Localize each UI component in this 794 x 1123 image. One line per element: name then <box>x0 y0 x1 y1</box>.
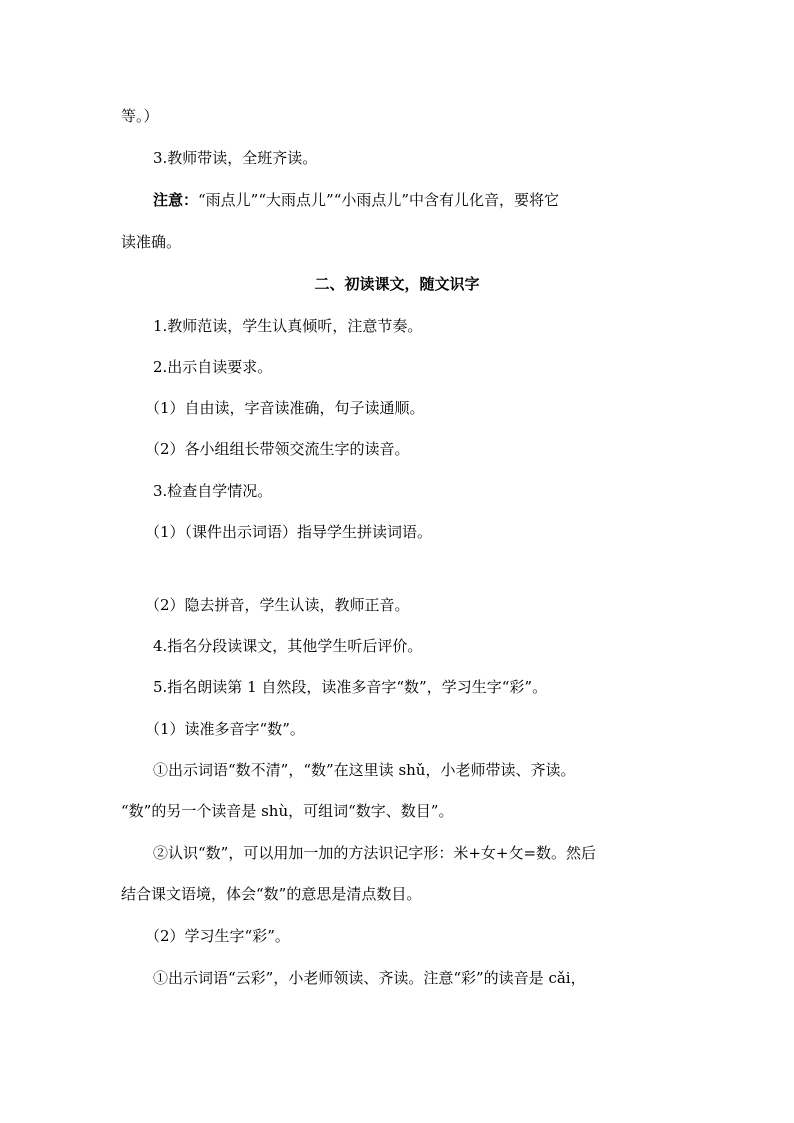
text-line: ②认识“数”，可以用加一加的方法识记字形：米+女+攵=数。然后 <box>153 844 597 862</box>
text-line: “数”的另一个读音是 shù，可组词“数字、数目”。 <box>121 802 454 820</box>
text-line: （1）（课件出示词语）指导学生拼读词语。 <box>145 523 433 541</box>
text-line: ①出示词语“云彩”，小老师领读、齐读。注意“彩”的读音是 cǎi， <box>153 969 586 987</box>
text-line: 结合课文语境，体会“数”的意思是清点数目。 <box>121 885 422 903</box>
text-line: 5.指名朗读第 1 自然段，读准多音字“数”，学习生字“彩”。 <box>153 678 548 696</box>
text-line: 3.检查自学情况。 <box>153 482 273 500</box>
text-line: 1.教师范读，学生认真倾听，注意节奏。 <box>153 317 423 335</box>
text-line: （2）各小组组长带领交流生字的读音。 <box>145 440 410 458</box>
note-label: 注意： <box>153 191 199 209</box>
text-line: （1）自由读，字音读准确，句子读通顺。 <box>145 399 425 417</box>
text-line: 等。） <box>121 107 159 125</box>
text-line: （2）隐去拼音，学生认读，教师正音。 <box>145 596 410 614</box>
note-text: “雨点儿”“大雨点儿”“小雨点儿”中含有儿化音，要将它 <box>198 191 560 209</box>
text-line: ①出示词语“数不清”，“数”在这里读 shǔ，小老师带读、齐读。 <box>153 761 576 779</box>
text-line: （1）读准多音字“数”。 <box>145 720 305 738</box>
text-line: 2.出示自读要求。 <box>153 358 273 376</box>
note-line <box>153 190 673 210</box>
section-heading: 二、初读课文，随文识字 <box>314 275 480 293</box>
text-line: 3.教师带读，全班齐读。 <box>153 149 318 167</box>
text-line: 读准确。 <box>121 233 182 251</box>
text-line: 4.指名分段读课文，其他学生听后评价。 <box>153 637 423 655</box>
text-line: （2）学习生字“彩”。 <box>145 927 290 945</box>
